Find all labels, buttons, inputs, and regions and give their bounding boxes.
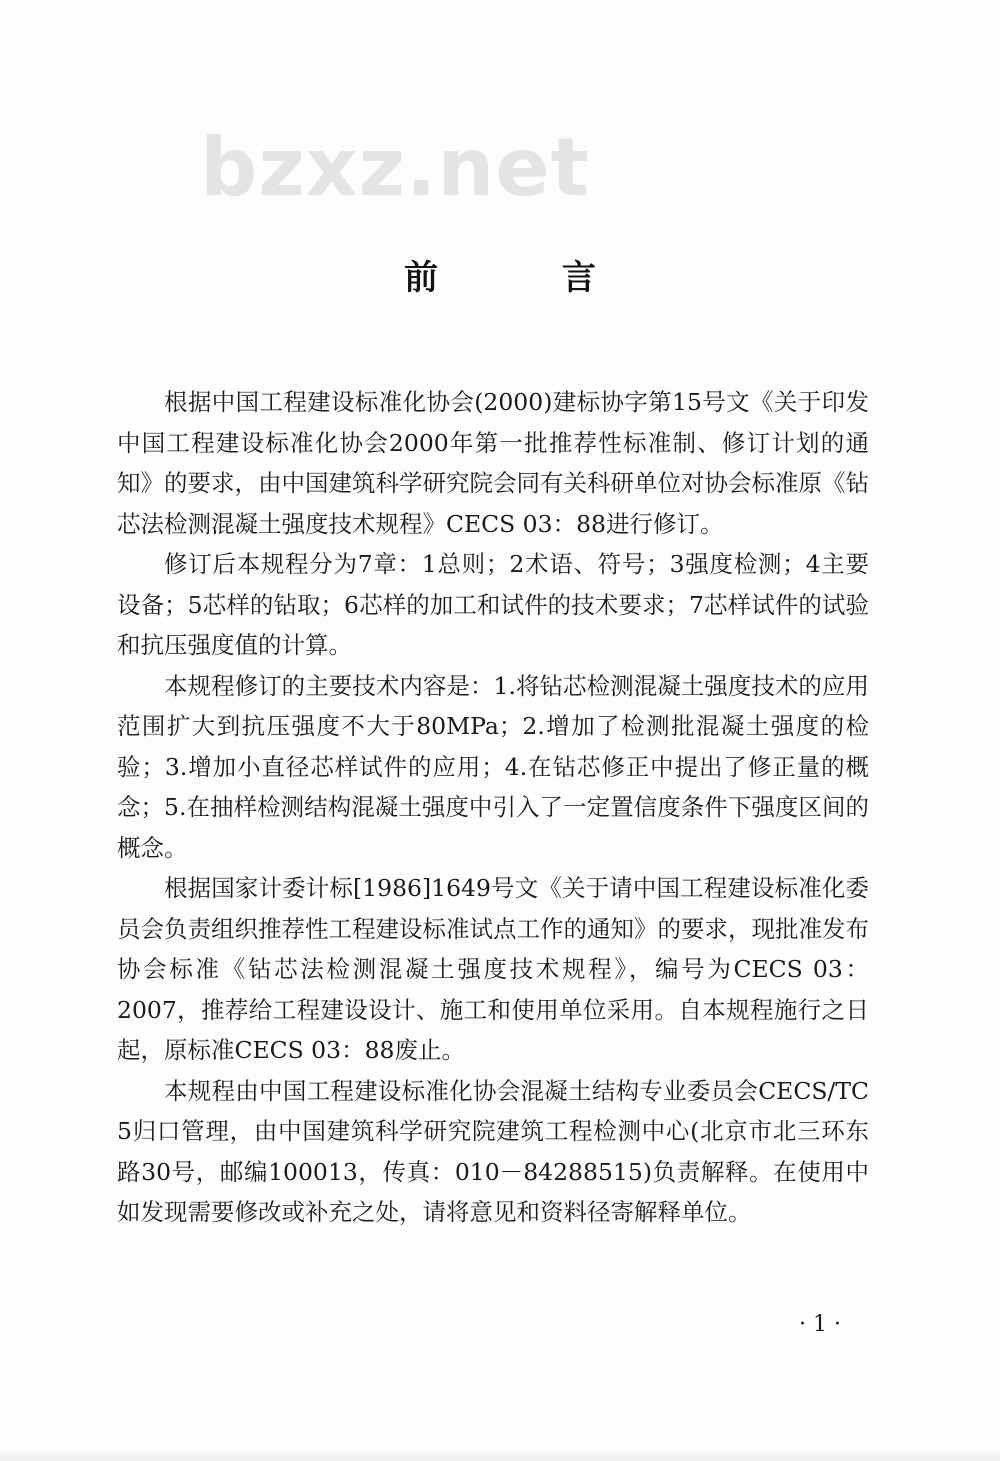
page-title: 前 言 [404,257,652,298]
page-number: · 1 · [799,1312,841,1337]
watermark: bzxz.net [200,121,590,214]
paragraph-management-contact: 本规程由中国工程建设标准化协会混凝土结构专业委员会CECS/TC 5归口管理，由中国建筑科学研究院建筑工程检测中心(北京市北三环东路30号，邮编100013，传真：010－84288515)负责解释。在使用中如发现需要修改或补充之处，请将意见和资料径寄解释单位。 [117,1076,869,1226]
paragraph-revision-basis: 根据中国工程建设标准化协会(2000)建标协字第15号文《关于印发中国工程建设标准化协会2000年第一批推荐性标准制、修订计划的通知》的要求，由中国建筑科学研究院会同有关科研单位对协会标准原《钻芯法检测混凝土强度技术规程》CECS 03：88进行修订。 [117,388,869,538]
preface-body [117,382,869,1233]
paragraph-chapter-structure: 修订后本规程分为7章：1总则；2术语、符号；3强度检测；4主要设备；5芯样的钻取；6芯样的加工和试件的技术要求；7芯样试件的试验和抗压强度值的计算。 [117,550,869,659]
page-bottom-edge [0,1449,1000,1461]
paragraph-approval-notice: 根据国家计委计标[1986]1649号文《关于请中国工程建设标准化委员会负责组织推荐性工程建设标准试点工作的通知》的要求，现批准发布协会标准《钻芯法检测混凝土强度技术规程》，编号为CECS 03：2007，推荐给工程建设设计、施工和使用单位采用。自本规程施行之日起，原标准CECS 03：88废止。 [117,874,869,1064]
paragraph-main-technical-content: 本规程修订的主要技术内容是：1.将钻芯检测混凝土强度技术的应用范围扩大到抗压强度不大于80MPa；2.增加了检测批混凝土强度的检验；3.增加小直径芯样试件的应用；4.在钻芯修正中提出了修正量的概念；5.在抽样检测结构混凝土强度中引入了一定置信度条件下强度区间的概念。 [117,671,869,862]
